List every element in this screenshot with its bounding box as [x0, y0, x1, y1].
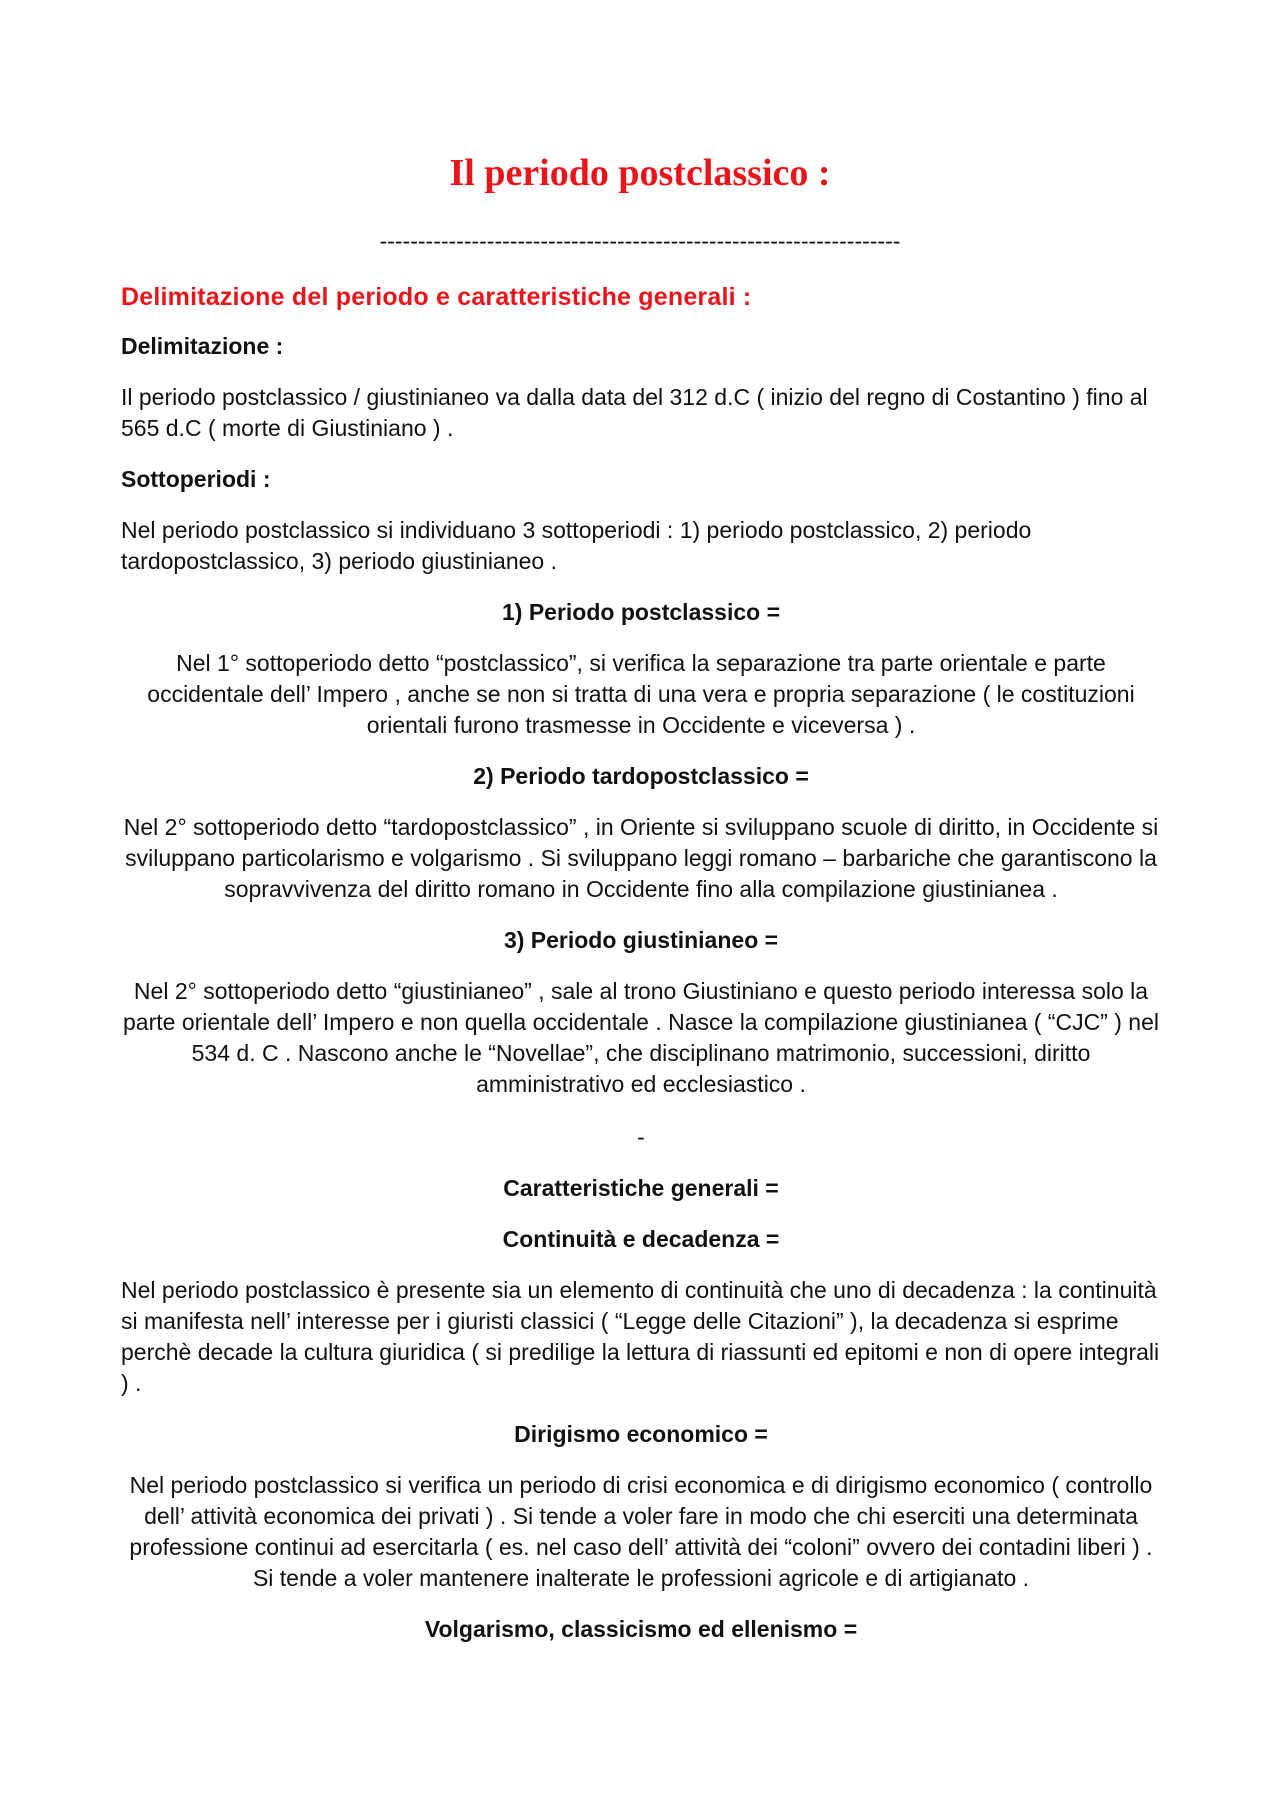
continuita-paragraph: Nel periodo postclassico è presente sia un elemento di continuità che uno di decadenza : la continuità si manifesta nell’ interesse per i giuristi classici ( “Legge delle Citazioni” ), la decadenza si esprime perchè decade la cultura giuridica ( si predilige la lettura di riassunti ed epitomi e non di opere integrali ) .: [121, 1277, 1160, 1396]
periodo2-paragraph: Nel 2° sottoperiodo detto “tardopostclassico” , in Oriente si sviluppano scuole di diritto, in Occidente si sviluppano particolarismo e volgarismo . Si sviluppano leggi romano – barbariche che garantiscono la sopravvivenza del diritto romano in Occidente fino alla compilazione giustinianea .: [123, 814, 1159, 902]
periodo1-paragraph: Nel 1° sottoperiodo detto “postclassico”, si verifica la separazione tra parte orientale e parte occidentale dell’ Impero , anche se non si tratta di una vera e propria separazione ( le costituzioni orientali furono trasmesse in Occidente e viceversa ) .: [147, 650, 1135, 738]
periodo3-paragraph: Nel 2° sottoperiodo detto “giustinianeo” , sale al trono Giustiniano e questo periodo interessa solo la parte orientale dell’ Impero e non quella occidentale . Nasce la compilazione giustinianea ( “CJC” ) nel 534 d. C . Nascono anche le “Novellae”, che disciplinano matrimonio, successioni, diritto amministrativo ed ecclesiastico .: [123, 978, 1159, 1097]
periodo3-heading: 3) Periodo giustinianeo =: [503, 927, 779, 953]
dash-separator: -: [637, 1124, 645, 1150]
periodo2-heading: 2) Periodo tardopostclassico =: [473, 763, 809, 789]
volgarismo-heading: Volgarismo, classicismo ed ellenismo =: [424, 1616, 858, 1642]
caratteristiche-heading: Caratteristiche generali =: [503, 1175, 779, 1201]
delimitazione-heading: Delimitazione :: [121, 333, 284, 359]
page-title: Il periodo postclassico :: [449, 152, 831, 194]
periodo1-heading: 1) Periodo postclassico =: [501, 599, 780, 625]
sottoperiodi-heading: Sottoperiodi :: [121, 466, 271, 492]
delimitazione-paragraph: Il periodo postclassico / giustinianeo va dalla data del 312 d.C ( inizio del regno di Costantino ) fino al 565 d.C ( morte di Giustiniano ) .: [121, 384, 1148, 441]
sottoperiodi-paragraph: Nel periodo postclassico si individuano 3 sottoperiodi : 1) periodo postclassico, 2) periodo tardopostclassico, 3) periodo giustinianeo .: [121, 517, 1032, 574]
dirigismo-heading: Dirigismo economico =: [514, 1421, 768, 1447]
section-heading: Delimitazione del periodo e caratteristiche generali :: [121, 283, 752, 311]
continuita-heading: Continuità e decadenza =: [502, 1226, 780, 1252]
dashed-separator: --------------------------------------------------------------------: [379, 228, 901, 254]
dirigismo-paragraph: Nel periodo postclassico si verifica un periodo di crisi economica e di dirigismo economico ( controllo dell’ attività economica dei privati ) . Si tende a voler fare in modo che chi eserciti una determinata professione continui ad esercitarla ( es. nel caso dell’ attività dei “coloni” ovvero dei contadini liberi ) . Si tende a voler mantenere inalterate le professioni agricole e di artigianato .: [129, 1472, 1153, 1591]
document-body: [121, 280, 1161, 1665]
